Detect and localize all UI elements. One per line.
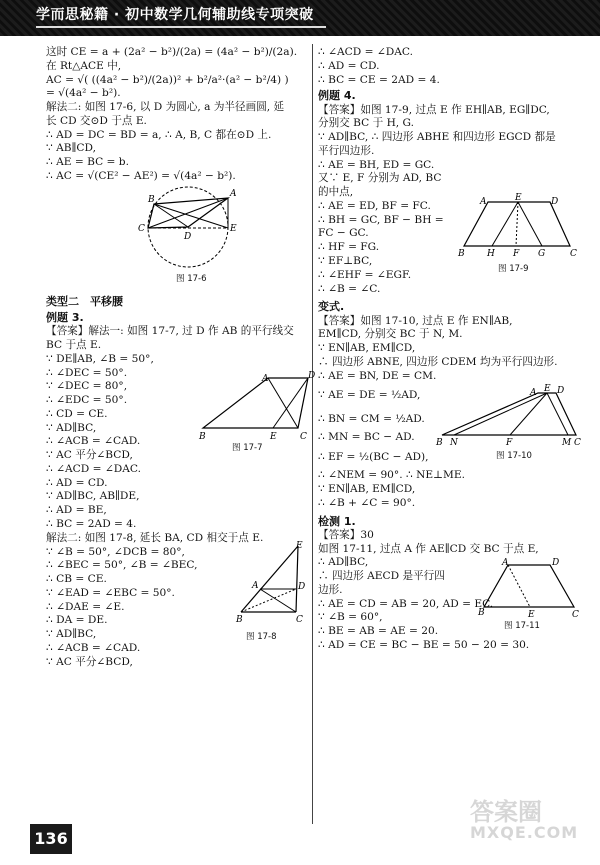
variant-mid: ∴ MN = BC − AD. — [318, 431, 415, 444]
variant-step-line: ∴ ∠NEM = 90°. ∴ NE⊥ME. — [318, 469, 465, 482]
figure-17-6 — [126, 184, 306, 285]
example-4-step-line: ∴ ∠B = ∠C. — [318, 282, 381, 295]
solution-line: AC = √( ((4a² − b²)/(2a))² + b²/a²·(a² − b²/4) ) — [46, 73, 289, 86]
figure-17-11-caption: 图 17-11 — [504, 620, 540, 631]
example-4-step-line: 分别交 BC 于 H, G. — [318, 117, 414, 130]
fig1710-label-e: E — [544, 383, 551, 394]
fig177-label-b: B — [199, 431, 206, 442]
fig1710-label-c: C — [574, 437, 581, 448]
example-4-step-line: ∴ ∠EHF = ∠EGF. — [318, 268, 412, 281]
fig177-label-a: A — [262, 373, 269, 384]
figure-17-8 — [236, 542, 306, 643]
example-4-step-line: FC − GC. — [318, 227, 369, 240]
example-4-step-line: 平行四边形. — [318, 144, 375, 157]
fig179-label-c: C — [570, 248, 577, 259]
example-4-step-line: ∴ AE = BH, ED = GC. — [318, 158, 435, 171]
example-3-step-line: ∴ ∠ACB = ∠CAD. — [46, 435, 141, 448]
example-4-step-line: ∵ AD∥BC, ∴ 四边形 ABHE 和四边形 EGCD 都是 — [318, 131, 556, 144]
example-3-step-line: ∵ ∠EAD = ∠EBC = 50°. — [46, 586, 175, 599]
example-3-step-line: ∵ AC 平分∠BCD, — [46, 655, 133, 668]
fig1710-label-a: A — [530, 387, 537, 398]
example-3-intro — [46, 325, 306, 353]
example-3-step-line: ∴ ∠DEC = 50°. — [46, 366, 128, 379]
fig1711-label-b: B — [478, 607, 485, 618]
example-4-title: 例题 4. — [318, 89, 356, 103]
right-top-line: ∴ BC = CE = 2AD = 4. — [318, 73, 440, 86]
figure-17-7 — [198, 370, 316, 454]
figure-17-6-drawing — [126, 184, 256, 274]
variant-step-line: EM∥CD, 分别交 BC 于 N, M. — [318, 328, 463, 341]
variant-step-line: ∴ ∠B + ∠C = 90°. — [318, 496, 416, 509]
variant-end-lines — [318, 469, 580, 510]
example-3-step-line: ∴ BC = 2AD = 4. — [46, 518, 137, 531]
example-3-step-line: 解法二: 如图 17-8, 延长 BA, CD 相交于点 E. — [46, 531, 264, 544]
example-3-step-line: ∵ AD∥BC, — [46, 628, 97, 641]
example-3-intro-line: 【答案】解法一: 如图 17-7, 过 D 作 AB 的平行线交 — [46, 325, 294, 338]
example-3-title: 例题 3. — [46, 311, 84, 324]
figure-17-8-caption: 图 17-8 — [246, 631, 277, 642]
variant-step-line: ∵ EN∥AB, EM∥CD, — [318, 482, 416, 495]
fig1710-label-n: N — [450, 437, 458, 448]
variant-step-line: ∴ AE = BN, DE = CM. — [318, 369, 437, 382]
test-1-step-line: ∴ AE = CD = AB = 20, AD = EC. — [318, 597, 494, 610]
fig178-label-d: D — [298, 581, 306, 592]
test-1-step-line: ∴ BE = AB = AE = 20. — [318, 625, 439, 638]
variant-frac-3: ∴ EF = ½(BC − AD), — [318, 451, 429, 464]
fig1711-label-a: A — [502, 557, 509, 568]
figure-17-11 — [478, 559, 578, 632]
example-3-step-line: ∴ ∠DAE = ∠E. — [46, 600, 125, 613]
example-4-step-line: ∵ EF⊥BC, — [318, 255, 373, 268]
figure-17-7-drawing — [198, 370, 316, 443]
header-underline — [36, 26, 326, 28]
fig179-label-a: A — [480, 196, 487, 207]
figure-17-10-drawing — [436, 383, 581, 451]
fig1711-label-d: D — [552, 557, 560, 568]
solution-line: 长 CD 交⊙D 于点 E. — [46, 114, 147, 127]
fig178-label-e: E — [296, 540, 303, 551]
fig1710-label-d: D — [557, 385, 565, 396]
watermark-line-1: 答案圈 — [470, 798, 542, 826]
fig1710-label-f: F — [506, 437, 513, 448]
example-4-step-line: 又∵ E, F 分别为 AD, BC — [318, 172, 442, 185]
example-4-step-line: 的中点, — [318, 186, 354, 199]
example-4-step-line: ∴ AE = ED, BF = FC. — [318, 199, 431, 212]
example-3-step-line: ∵ ∠B = 50°, ∠DCB = 80°, — [46, 545, 185, 558]
test-1-step-line: 边形. — [318, 583, 343, 596]
example-3-step-line: ∵ AC 平分∠BCD, — [46, 449, 133, 462]
example-4-step-line: ∴ HF = FG. — [318, 241, 380, 254]
figure-17-7-caption: 图 17-7 — [232, 442, 263, 453]
solution-line: ∴ AE = BC = b. — [46, 156, 129, 169]
right-column — [318, 46, 580, 653]
example-3-intro-line: BC 于点 E. — [46, 339, 102, 352]
fig179-label-f: F — [513, 248, 520, 259]
fig176-label-a: A — [230, 188, 237, 199]
example-3-step-line: ∴ ∠ACD = ∠DAC. — [46, 462, 141, 475]
solution-line: 这时 CE = a + (2a² − b²)/(2a) = (4a² − b²)/(2a). — [46, 46, 298, 58]
figure-17-10-caption: 图 17-10 — [496, 450, 532, 461]
solution-line: 解法二: 如图 17-6, 以 D 为圆心, a 为半径画圆, 延 — [46, 101, 285, 114]
variant-title: 变式. — [318, 300, 345, 314]
left-column — [46, 46, 316, 669]
example-3-step-line: ∴ ∠EDC = 50°. — [46, 394, 128, 407]
example-3-step-line: ∵ AD∥BC, AB∥DE, — [46, 490, 140, 503]
example-3-step-line: ∴ AD = CD. — [46, 476, 108, 489]
page-header — [0, 0, 600, 36]
example-3-step-line: ∴ ∠BEC = 50°, ∠B = ∠BEC, — [46, 559, 198, 572]
fig178-label-b: B — [236, 614, 243, 625]
page-number: 136 — [30, 824, 72, 854]
variant-step-line: 【答案】如图 17-10, 过点 E 作 EN∥AB, — [318, 314, 513, 327]
header-title: 学而思秘籍 · 初中数学几何辅助线专项突破 — [36, 7, 314, 23]
right-top-line: ∴ AD = CD. — [318, 59, 380, 72]
figure-17-8-drawing — [236, 542, 306, 632]
fig176-label-d: D — [184, 231, 192, 242]
fig176-label-c: C — [138, 223, 145, 234]
test-1-step-line: ∴ AD = CE = BC − BE = 50 − 20 = 30. — [318, 638, 530, 651]
test-1-step-line: 如图 17-11, 过点 A 作 AE∥CD 交 BC 于点 E, — [318, 542, 539, 555]
example-3-step-line: ∴ CD = CE. — [46, 407, 108, 420]
variant-lines — [318, 315, 580, 384]
solution-line: 在 Rt△ACE 中, — [46, 59, 122, 72]
variant-frac-1: ∵ AE = DE = ½AD, — [318, 389, 421, 402]
fig178-label-c: C — [296, 614, 303, 625]
fig179-label-b: B — [458, 248, 465, 259]
example-3-step-line: ∴ CB = CE. — [46, 573, 107, 586]
fig178-label-a: A — [252, 580, 259, 591]
fig1711-label-e: E — [528, 609, 535, 620]
figure-17-9-caption: 图 17-9 — [498, 263, 529, 274]
example-3-step-line: ∴ AD = BE, — [46, 504, 107, 517]
fig177-label-d: D — [308, 370, 316, 381]
test-1-step-line: 【答案】30 — [318, 528, 374, 541]
test-1-step-line: ∴ 四边形 AECD 是平行四 — [318, 570, 445, 583]
fig179-label-d: D — [551, 196, 559, 207]
fig1710-label-b: B — [436, 437, 443, 448]
figure-17-10 — [436, 383, 581, 462]
solution-block-1 — [46, 46, 306, 184]
fig1710-label-m: M — [562, 437, 572, 448]
fig179-label-e: E — [515, 192, 522, 203]
example-3-step-line: ∵ DE∥AB, ∠B = 50°, — [46, 352, 154, 365]
right-top-lines — [318, 46, 580, 87]
example-4-step-line: 【答案】如图 17-9, 过点 E 作 EH∥AB, EG∥DC, — [318, 103, 550, 116]
watermark — [470, 800, 578, 842]
figure-17-11-drawing — [478, 559, 578, 621]
figure-17-6-caption: 图 17-6 — [176, 273, 207, 284]
example-3-step-line: ∵ AD∥BC, — [46, 421, 97, 434]
section-title: 类型二 平移腰 — [46, 294, 123, 308]
fig177-label-c: C — [300, 431, 307, 442]
solution-line: ∴ AC = √(CE² − AE²) = √(4a² − b²). — [46, 169, 236, 182]
right-top-line: ∴ ∠ACD = ∠DAC. — [318, 46, 413, 58]
solution-line: ∵ AB∥CD, — [46, 142, 97, 155]
solution-line: ∴ AD = DC = BD = a, ∴ A, B, C 都在⊙D 上. — [46, 128, 272, 141]
example-3-step-line: ∴ ∠ACB = ∠CAD. — [46, 641, 141, 654]
variant-step-line: ∴ 四边形 ABNE, 四边形 CDEM 均为平行四边形. — [318, 355, 558, 368]
example-3-step-line: ∵ ∠DEC = 80°, — [46, 380, 128, 393]
fig177-label-e: E — [270, 431, 277, 442]
fig176-label-e: E — [230, 223, 237, 234]
fig179-label-h: H — [487, 248, 495, 259]
fig179-label-g: G — [538, 248, 546, 259]
solution-line: = √(4a² − b²). — [46, 87, 121, 100]
test-1-step-line: ∵ ∠B = 60°, — [318, 611, 383, 624]
example-4-step-line: ∴ BH = GC, BF − BH = — [318, 213, 444, 226]
test-1-title: 检测 1. — [318, 514, 356, 528]
variant-frac-2: ∴ BN = CM = ½AD. — [318, 413, 425, 426]
example-3-step-line: ∴ DA = DE. — [46, 614, 108, 627]
figure-17-9 — [458, 192, 580, 275]
variant-step-line: ∵ EN∥AB, EM∥CD, — [318, 342, 416, 355]
figure-17-9-drawing — [458, 192, 580, 264]
fig176-label-b: B — [148, 194, 155, 205]
watermark-line-2: MXQE.COM — [470, 823, 579, 843]
fig1711-label-c: C — [572, 609, 579, 620]
test-1-step-line: ∴ AD∥BC, — [318, 556, 369, 569]
